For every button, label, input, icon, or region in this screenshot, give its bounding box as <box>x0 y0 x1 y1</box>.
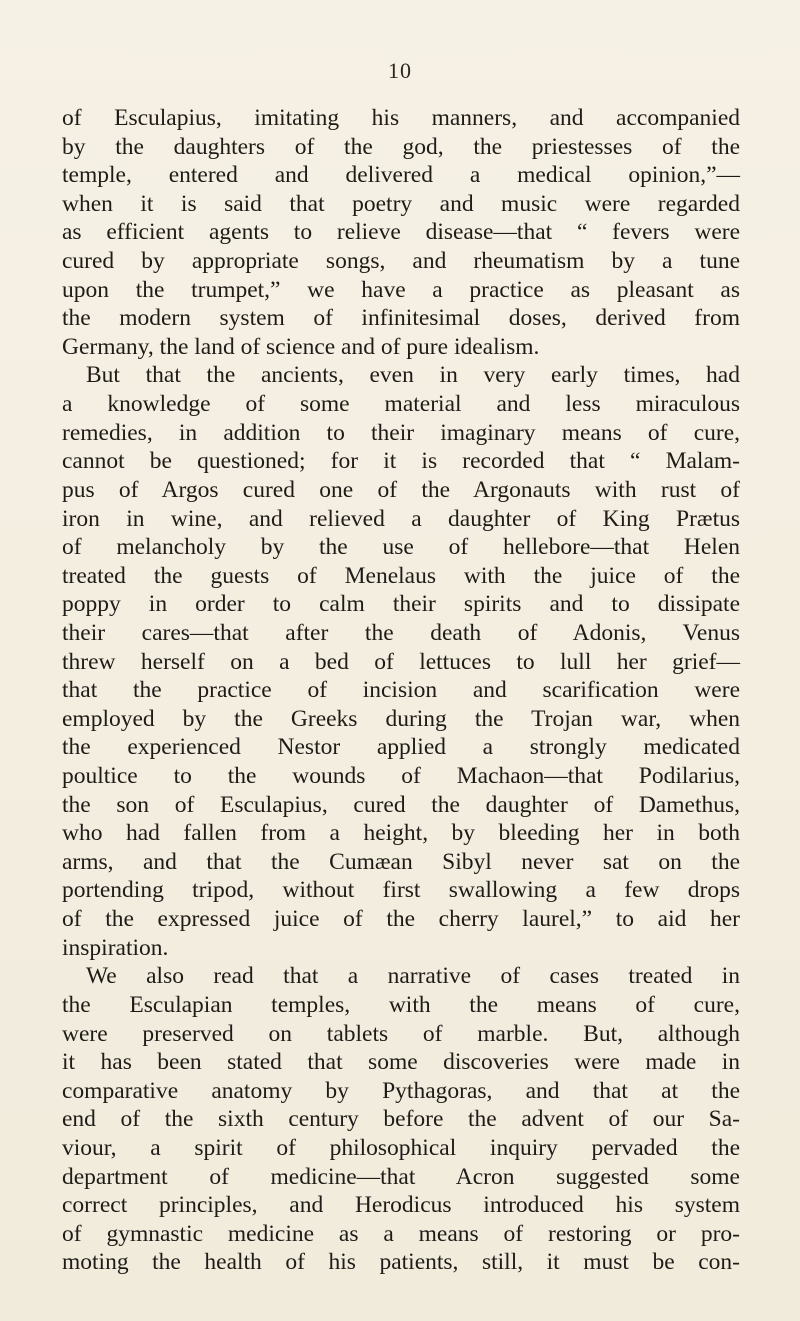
text-line: were preserved on tablets of marble. But, although <box>62 1020 740 1047</box>
text-line: remedies, in addition to their imaginary means of cure, <box>62 419 740 446</box>
text-line: Germany, the land of science and of pure idealism. <box>62 333 540 360</box>
text-line: the experienced Nestor applied a strongly medicated <box>62 734 740 761</box>
text-line: of Esculapius, imitating his manners, and accompanied <box>62 105 740 131</box>
text-line: upon the trumpet,” we have a practice as pleasant as <box>62 276 740 303</box>
text-line: We also read that a narrative of cases treated in <box>86 963 740 990</box>
text-line: arms, and that the Cumæan Sibyl never sat on the <box>62 848 740 875</box>
text-line: who had fallen from a height, by bleeding her in both <box>62 820 740 847</box>
text-line: temple, entered and delivered a medical opinion,”— <box>62 162 740 189</box>
text-line: the son of Esculapius, cured the daughter of Damethus, <box>62 791 740 818</box>
text-line: the modern system of infinitesimal doses, derived from <box>62 305 740 332</box>
text-line: cannot be questioned; for it is recorded that “ Malam- <box>62 448 740 475</box>
text-line: of the expressed juice of the cherry laurel,” to aid her <box>62 906 740 933</box>
text-line: the Esculapian temples, with the means of cure, <box>62 991 740 1018</box>
text-line: portending tripod, without first swallowing a few drops <box>62 877 740 904</box>
text-line: poultice to the wounds of Machaon—that Podilarius, <box>62 763 740 790</box>
text-line: moting the health of his patients, still, it must be con- <box>62 1249 740 1276</box>
text-line: end of the sixth century before the advent of our Sa- <box>62 1106 740 1133</box>
text-line: viour, a spirit of philosophical inquiry pervaded the <box>62 1134 740 1161</box>
text-line: of gymnastic medicine as a means of restoring or pro- <box>62 1220 740 1247</box>
text-line: poppy in order to calm their spirits and to dissipate <box>62 591 740 618</box>
page-number: 10 <box>388 58 412 83</box>
text-line: But that the ancients, even in very early times, had <box>86 362 740 389</box>
text-line: threw herself on a bed of lettuces to lull her grief— <box>62 648 740 675</box>
text-line: correct principles, and Herodicus introduced his system <box>62 1192 740 1219</box>
text-line: by the daughters of the god, the priestesses of the <box>62 133 740 160</box>
text-line: treated the guests of Menelaus with the juice of the <box>62 562 740 589</box>
text-line: employed by the Greeks during the Trojan war, when <box>62 705 740 732</box>
text-line: inspiration. <box>62 934 169 961</box>
text-line: cured by appropriate songs, and rheumatism by a tune <box>62 248 740 275</box>
text-line: when it is said that poetry and music were regarded <box>62 190 740 217</box>
text-line: pus of Argos cured one of the Argonauts with rust of <box>62 476 740 503</box>
text-line: comparative anatomy by Pythagoras, and that at the <box>62 1077 740 1104</box>
text-line: of melancholy by the use of hellebore—that Helen <box>62 534 740 561</box>
text-line: their cares—that after the death of Adonis, Venus <box>62 619 740 646</box>
text-line: a knowledge of some material and less miraculous <box>62 391 740 418</box>
text-line: department of medicine—that Acron suggested some <box>62 1163 740 1190</box>
text-line: iron in wine, and relieved a daughter of King Prætus <box>62 505 740 532</box>
text-line: as efficient agents to relieve disease—that “ fevers were <box>62 219 740 246</box>
text-line: it has been stated that some discoveries were made in <box>62 1049 740 1076</box>
text-line: that the practice of incision and scarification were <box>62 677 740 704</box>
body-text <box>62 104 740 1277</box>
